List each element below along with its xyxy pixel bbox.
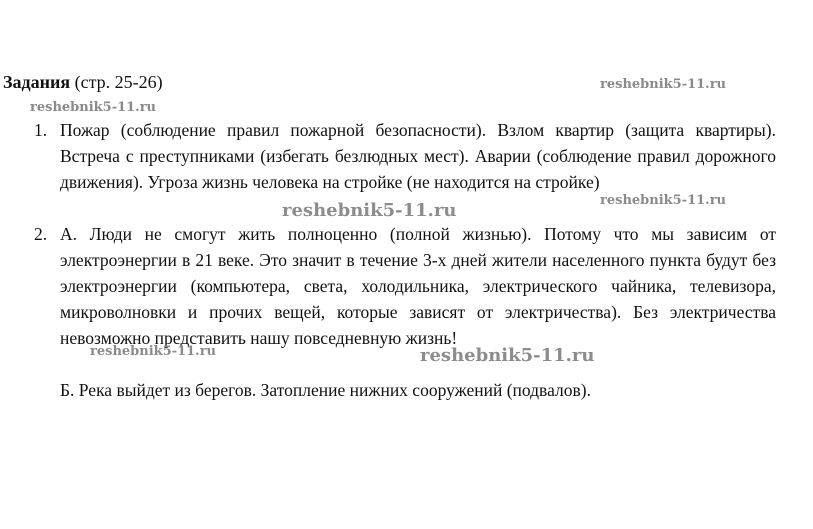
heading-pages: (стр. 25-26) [70,72,163,92]
list-item-1 [34,117,776,195]
list-subitem-b: Б. Река выйдет из берегов. Затопление нижних сооружений (подвалов). [60,380,591,400]
heading-bold: Задания [3,72,71,92]
watermark: reshebnik5-11.ru [30,100,157,115]
watermark: reshebnik5-11.ru [600,193,727,208]
item-number: 2. [34,224,48,244]
item-text: Пожар (соблюдение правил пожарной безопасности). Взлом квартир (защита квартиры). Встреча с преступниками (избегать безлюдных мест). Аварии (соблюдение правил дорожного движения). Угроза жизнь человека на стройке (не находится на стройке) [60,120,776,192]
page-heading [3,72,163,93]
watermark: reshebnik5-11.ru [600,77,727,92]
item-number: 1. [34,120,48,140]
watermark: reshebnik5-11.ru [282,200,457,221]
item-text: А. Люди не смогут жить полноценно (полной жизнью). Потому что мы зависим от электроэнергии в 21 веке. Это значит в течение 3-х дней жители населенного пункта будут без электроэнергии (компьютера, света, холодильника, электрического чайника, телевизора, микроволновки и прочих вещей, которые зависят от электричества). Без электричества невозможно представить нашу повседневную жизнь! [60,224,776,348]
list-item-2 [34,221,776,351]
watermark: reshebnik5-11.ru [90,344,217,359]
watermark: reshebnik5-11.ru [420,345,595,366]
